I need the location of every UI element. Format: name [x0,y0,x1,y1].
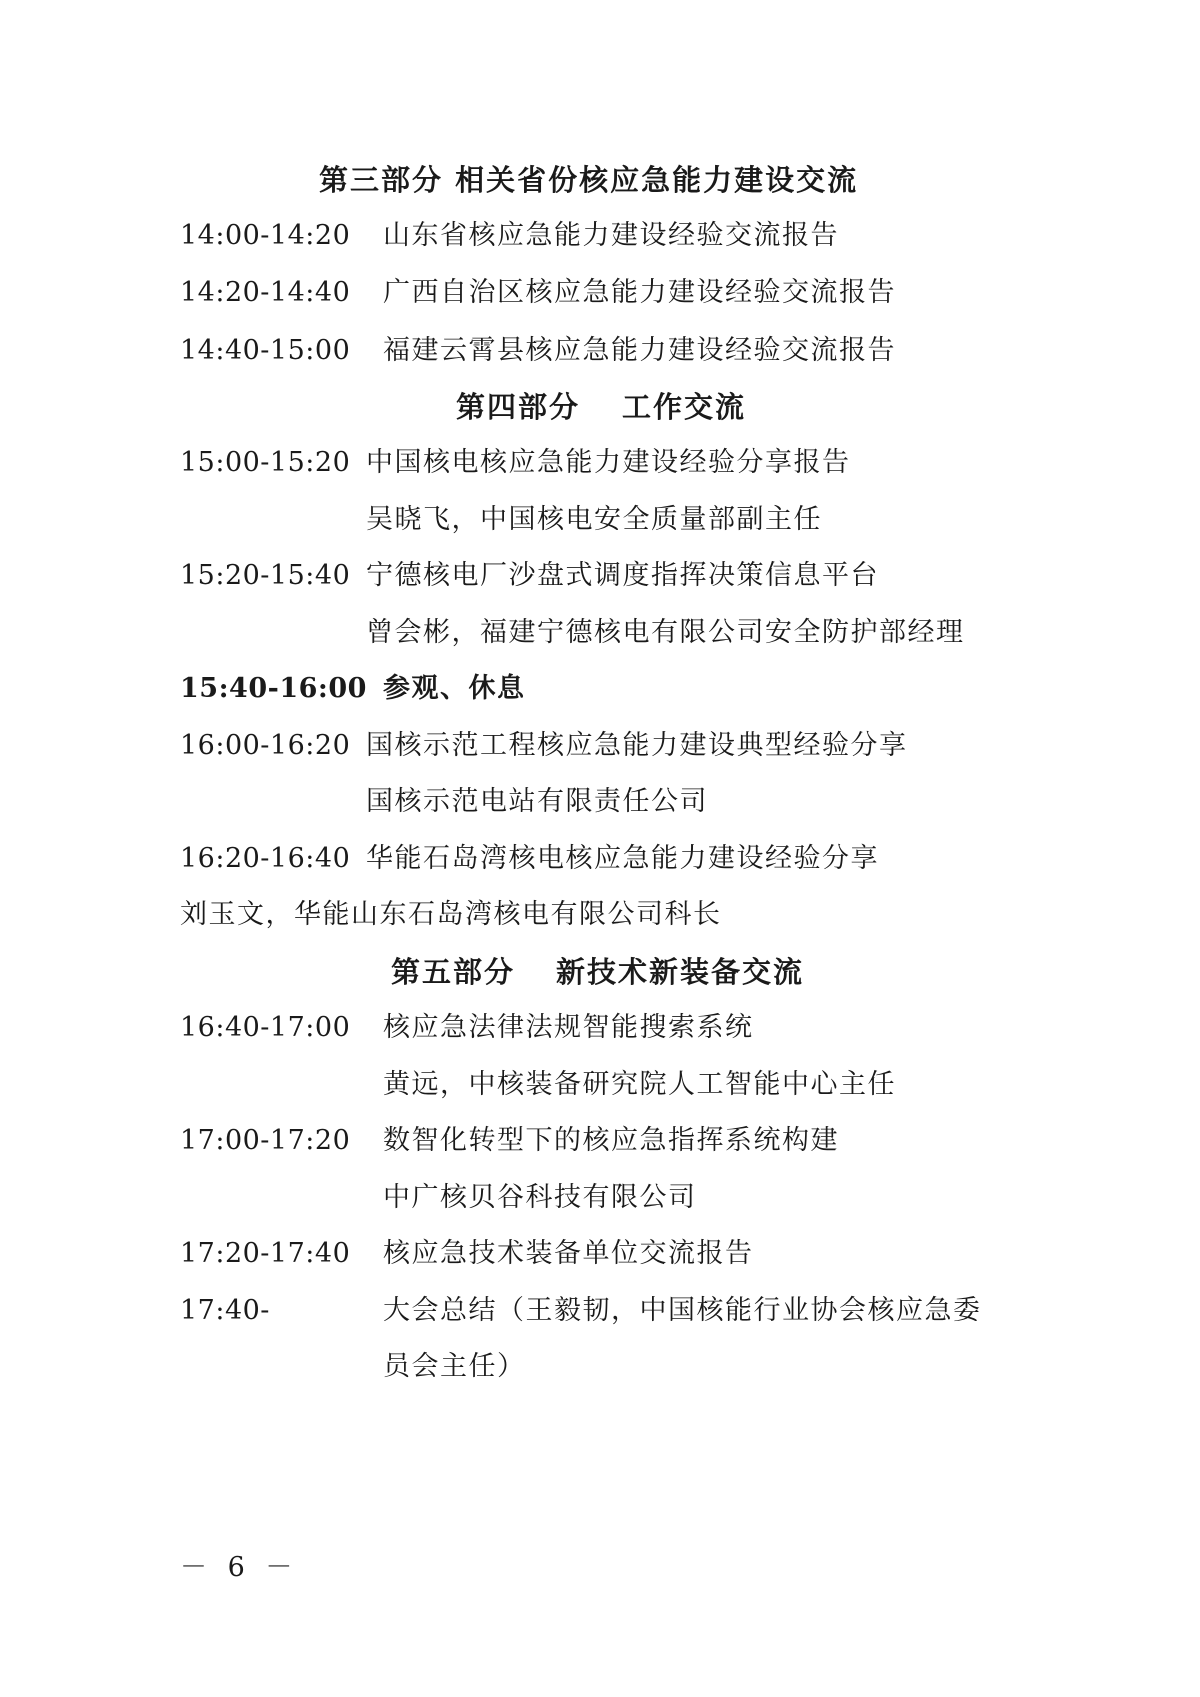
agenda-topic: 福建云霄县核应急能力建设经验交流报告 [383,335,896,366]
agenda-speaker: 刘玉文，华能山东石岛湾核电有限公司科长 [180,899,722,930]
agenda-time: 15:00-15:20 [180,447,351,478]
page-number: － 6 － [180,1552,299,1583]
agenda-topic: 数智化转型下的核应急指挥系统构建 [383,1125,839,1156]
agenda-time: 16:00-16:20 [180,730,351,761]
agenda-speaker: 国核示范电站有限责任公司 [366,786,708,817]
section-5-title-part: 第五部分 [391,955,516,989]
section-3-title: 第三部分 相关省份核应急能力建设交流 [319,163,859,197]
agenda-time: 14:00-14:20 [180,220,351,251]
agenda-time: 16:20-16:40 [180,843,351,874]
agenda-time: 15:20-15:40 [180,560,351,591]
agenda-time: 17:40- [180,1295,270,1326]
agenda-time: 16:40-17:00 [180,1012,351,1043]
agenda-topic: 核应急法律法规智能搜索系统 [383,1012,754,1043]
agenda-topic-continuation: 员会主任） [383,1351,526,1382]
agenda-speaker: 吴晓飞，中国核电安全质量部副主任 [366,504,822,535]
agenda-speaker: 曾会彬，福建宁德核电有限公司安全防护部经理 [366,617,965,648]
agenda-time: 14:40-15:00 [180,335,351,366]
agenda-speaker: 黄远，中核装备研究院人工智能中心主任 [383,1069,896,1100]
agenda-time: 14:20-14:40 [180,277,351,308]
agenda-time: 15:40-16:00 [180,673,367,704]
agenda-topic: 核应急技术装备单位交流报告 [383,1238,754,1269]
section-4-title-part: 第四部分 [456,390,581,424]
agenda-topic: 参观、休息 [383,673,526,704]
agenda-topic: 山东省核应急能力建设经验交流报告 [383,220,839,251]
section-4-title-name: 工作交流 [622,390,747,424]
agenda-topic: 大会总结（王毅韧，中国核能行业协会核应急委 [383,1295,982,1326]
agenda-time: 17:20-17:40 [180,1238,351,1269]
agenda-time: 17:00-17:20 [180,1125,351,1156]
section-5-title-name: 新技术新装备交流 [556,955,805,989]
agenda-topic: 国核示范工程核应急能力建设典型经验分享 [366,730,908,761]
agenda-topic: 华能石岛湾核电核应急能力建设经验分享 [366,843,879,874]
agenda-topic: 广西自治区核应急能力建设经验交流报告 [383,277,896,308]
agenda-topic: 宁德核电厂沙盘式调度指挥决策信息平台 [366,560,879,591]
agenda-topic: 中国核电核应急能力建设经验分享报告 [366,447,851,478]
agenda-speaker: 中广核贝谷科技有限公司 [383,1182,697,1213]
